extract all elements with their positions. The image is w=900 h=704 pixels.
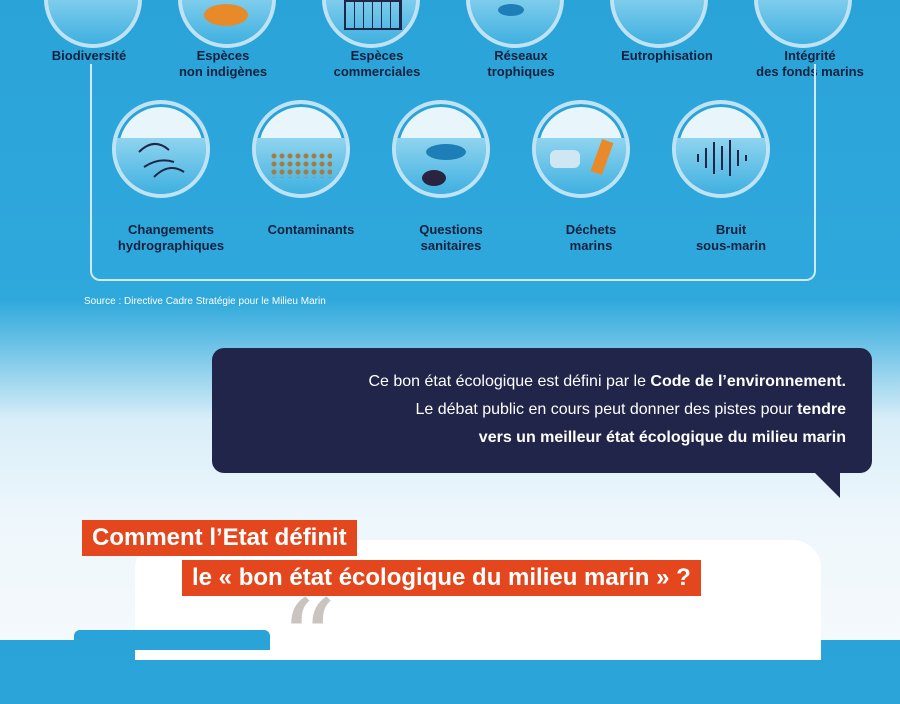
section-tab (74, 630, 270, 650)
eutrophication-icon (610, 0, 708, 48)
source-note: Source : Directive Cadre Stratégie pour le Milieu Marin (84, 296, 326, 307)
label-non-native-species: Espèces non indigènes (178, 48, 268, 79)
bubble-text-2a: Le débat public en cours peut donner des pistes pour (415, 401, 798, 418)
bubble-text-2b: tendre (797, 401, 846, 418)
label-health-issues: Questions sanitaires (419, 222, 483, 253)
info-speech-bubble (212, 348, 872, 473)
label-biodiversity: Biodiversité (51, 48, 127, 63)
label-commercial-species: Espèces commerciales (333, 48, 421, 79)
hydrographic-changes-icon (112, 100, 210, 198)
food-web-icon (466, 0, 564, 48)
label-underwater-noise: Bruit sous-marin (695, 222, 767, 253)
label-contaminants: Contaminants (267, 222, 355, 237)
label-seabed-integrity: Intégrité des fonds marins (756, 48, 864, 79)
biodiversity-icon (44, 0, 142, 48)
contaminants-icon (252, 100, 350, 198)
label-marine-litter: Déchets marins (565, 222, 617, 253)
bubble-text-1b: Code de l’environnement. (650, 373, 846, 390)
bubble-tail (812, 470, 840, 498)
bubble-text-3: vers un meilleur état écologique du milieu marin (478, 429, 846, 446)
label-eutrophication: Eutrophisation (621, 48, 713, 63)
label-food-web: Réseaux trophiques (487, 48, 555, 79)
label-hydrographic-changes: Changements hydrographiques (117, 222, 225, 253)
question-line-1: Comment l’Etat définit (82, 520, 357, 556)
health-issues-icon (392, 100, 490, 198)
commercial-species-icon (322, 0, 420, 48)
non-native-species-icon (178, 0, 276, 48)
marine-litter-icon (532, 100, 630, 198)
quote-mark-icon: “ (280, 576, 337, 704)
bubble-text-1a: Ce bon état écologique est défini par le (368, 373, 651, 390)
seabed-integrity-icon (754, 0, 852, 48)
question-line-2: le « bon état écologique du milieu marin » ? (182, 560, 701, 596)
underwater-noise-icon (672, 100, 770, 198)
